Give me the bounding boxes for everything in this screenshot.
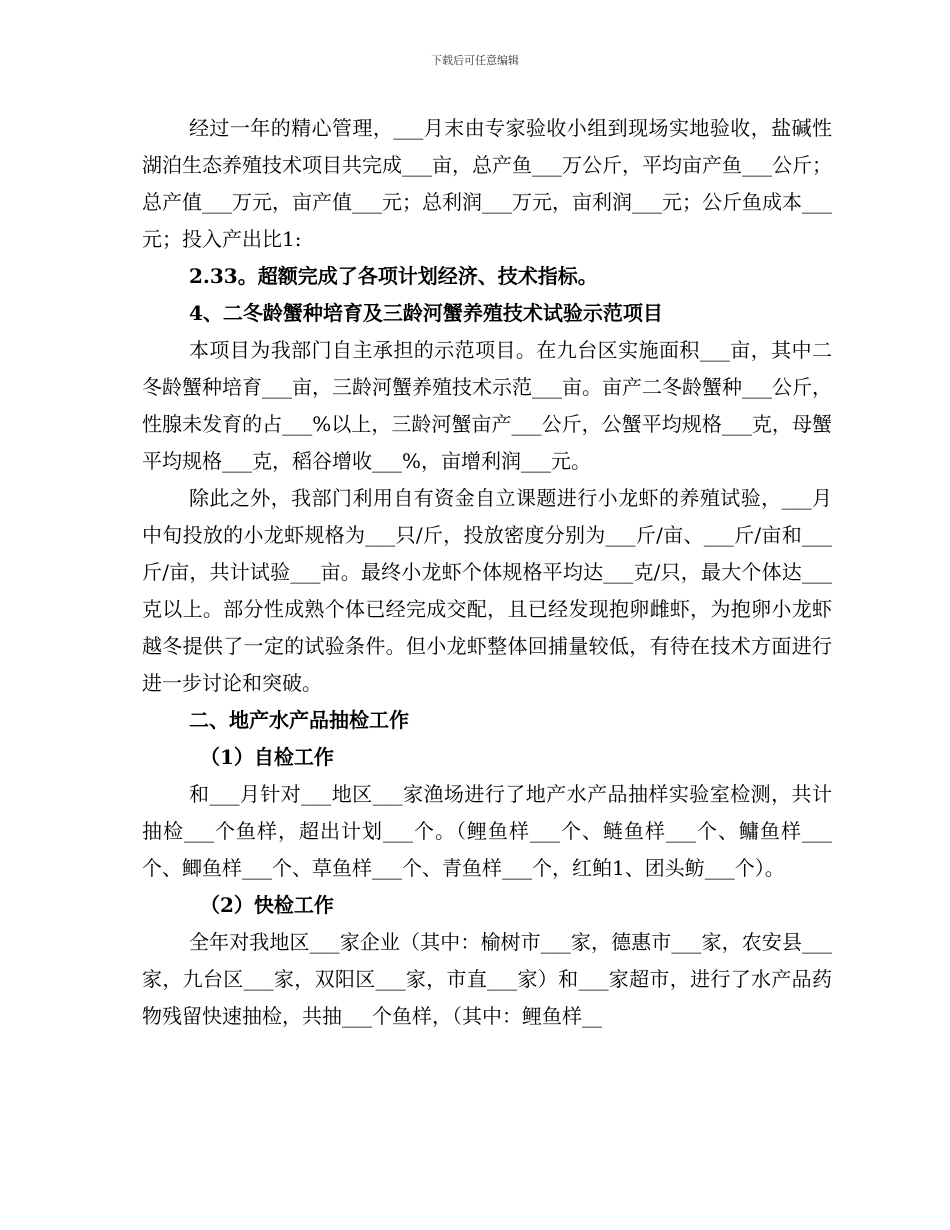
subheading-quick-inspection: （2）快检工作 xyxy=(200,893,334,917)
page-header: 下载后可任意编辑 xyxy=(431,54,519,67)
paragraph-crab: 本项目为我部门自主承担的示范项目。在九台区实施面积___亩，其中二冬龄蟹种培育___亩，三龄河蟹养殖技术示范___亩。亩产二冬龄蟹种___公斤，性腺未发育的占___%以上，三龄河蟹亩产___公斤，公蟹平均规格___克，母蟹平均规格___克，稻谷增收___%，亩增利润___元。 xyxy=(142,338,832,473)
paragraph-quick-inspection: 全年对我地区___家企业（其中：榆树市___家，德惠市___家，农安县___家，九台区___家，双阳区___家，市直___家）和___家超市，进行了水产品药物残留快速抽检，共抽___个鱼样，（其中：鲤鱼样__ xyxy=(142,930,832,1028)
section-heading-crab: 4、二冬龄蟹种培育及三龄河蟹养殖技术试验示范项目 xyxy=(189,301,663,325)
paragraph-ratio: 2.33。超额完成了各项计划经济、技术指标。 xyxy=(189,264,598,288)
paragraph-acceptance: 经过一年的精心管理，___月末由专家验收小组到现场实地验收，盐碱性湖泊生态养殖技术项目共完成___亩，总产鱼___万公斤，平均亩产鱼___公斤；总产值___万元，亩产值___元；总利润___万元，亩利润___元；公斤鱼成本___元；投入产出比1: xyxy=(142,116,832,251)
document-body xyxy=(142,110,832,1035)
subheading-self-inspection: （1）自检工作 xyxy=(200,745,334,769)
paragraph-self-inspection: 和___月针对___地区___家渔场进行了地产水产品抽样实验室检测，共计抽检___个鱼样，超出计划___个。（鲤鱼样___个、鲢鱼样___个、鳙鱼样___个、鲫鱼样___个、草鱼样___个、青鱼样___个，红鲌1、团头鲂___个）。 xyxy=(142,782,832,880)
section-heading-inspection: 二、地产水产品抽检工作 xyxy=(189,708,409,732)
paragraph-crayfish: 除此之外，我部门利用自有资金自立课题进行小龙虾的养殖试验，___月中旬投放的小龙虾规格为___只/斤，投放密度分别为___斤/亩、___斤/亩和___斤/亩，共计试验___亩。最终小龙虾个体规格平均达___克/只，最大个体达___克以上。部分性成熟个体已经完成交配，且已经发现抱卵雌虾，为抱卵小龙虾越冬提供了一定的试验条件。但小龙虾整体回捕量较低，有待在技术方面进行进一步讨论和突破。 xyxy=(142,486,832,695)
